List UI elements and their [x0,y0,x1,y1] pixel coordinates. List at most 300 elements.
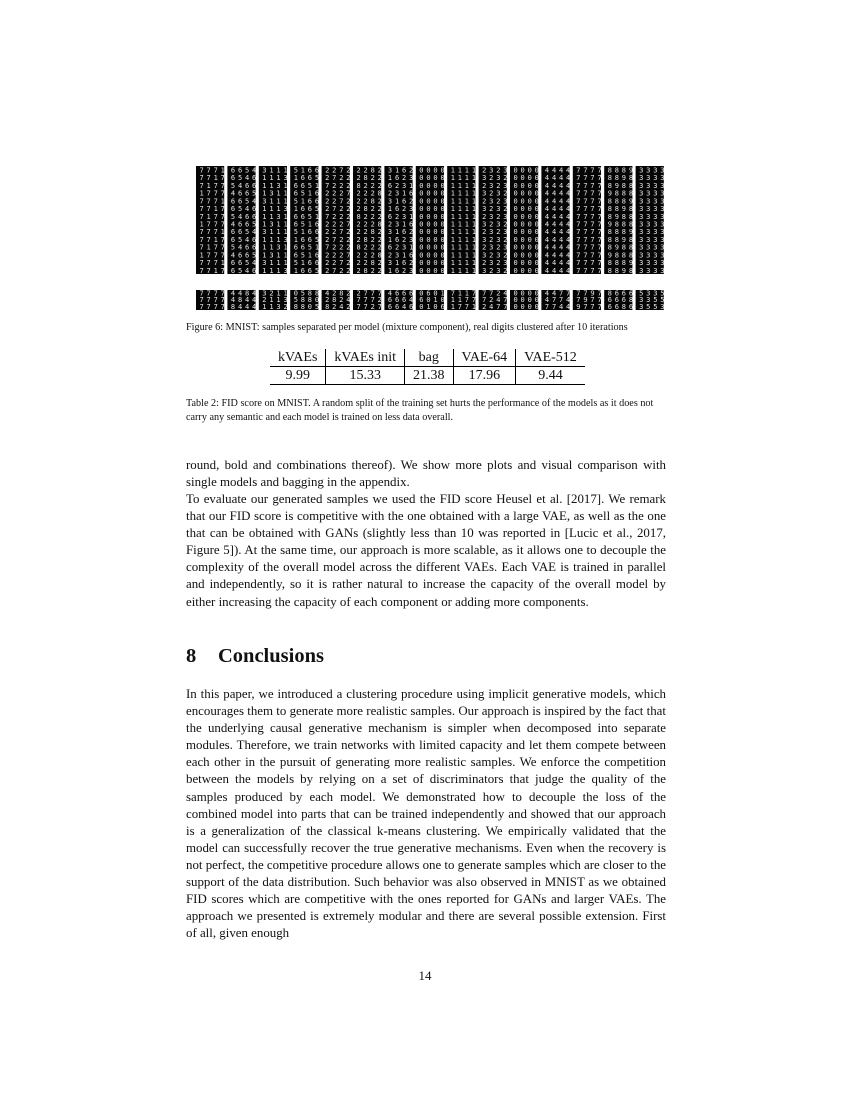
real-digits-column-8 [416,289,445,310]
svg-text:1: 1 [464,235,470,244]
svg-text:7: 7 [206,166,211,175]
svg-text:8: 8 [621,243,627,252]
svg-text:0: 0 [527,197,532,206]
svg-text:5: 5 [237,205,243,214]
svg-text:2: 2 [503,251,508,260]
svg-text:3: 3 [639,205,644,214]
svg-text:4: 4 [566,205,571,214]
svg-text:1: 1 [269,235,274,244]
svg-text:7: 7 [576,235,581,244]
svg-text:2: 2 [503,205,508,214]
sample-column-1 [196,166,225,275]
svg-text:8: 8 [614,235,619,244]
svg-text:2: 2 [394,243,400,252]
svg-text:7: 7 [363,289,368,298]
svg-text:0: 0 [527,189,532,198]
svg-text:1: 1 [283,212,288,221]
svg-text:2: 2 [489,220,494,229]
svg-text:4: 4 [551,228,557,237]
svg-text:7: 7 [213,289,218,298]
svg-text:7: 7 [471,296,477,305]
real-digits-column-15 [636,289,665,310]
svg-text:5: 5 [300,251,305,260]
svg-text:2: 2 [363,228,368,237]
svg-text:0: 0 [527,220,532,229]
svg-text:1: 1 [464,220,470,229]
svg-text:1: 1 [213,205,218,214]
svg-text:4: 4 [544,296,550,305]
svg-text:0: 0 [520,181,525,190]
svg-text:3: 3 [660,174,665,183]
svg-text:6: 6 [252,212,257,221]
svg-text:3: 3 [653,243,658,252]
svg-text:7: 7 [199,259,204,268]
svg-text:7: 7 [597,212,602,221]
svg-text:0: 0 [426,220,431,229]
svg-text:3: 3 [653,181,658,190]
svg-text:0: 0 [527,302,532,310]
svg-text:0: 0 [527,289,532,298]
svg-text:7: 7 [206,251,211,260]
svg-text:7: 7 [590,235,595,244]
svg-text:6: 6 [245,220,250,229]
table-header-kvaes-init: kVAEs init [326,349,405,367]
svg-text:1: 1 [220,197,225,206]
svg-text:3: 3 [660,266,665,275]
svg-text:1: 1 [262,302,267,310]
svg-text:7: 7 [199,197,204,206]
svg-text:3: 3 [660,220,665,229]
svg-text:7: 7 [332,174,337,183]
svg-text:4: 4 [559,228,564,237]
svg-text:7: 7 [590,266,595,275]
svg-text:0: 0 [426,212,431,221]
svg-text:8: 8 [363,235,368,244]
svg-text:4: 4 [551,205,557,214]
svg-text:4: 4 [252,166,257,175]
svg-text:2: 2 [346,197,351,206]
svg-text:3: 3 [653,205,658,214]
svg-text:6: 6 [409,220,414,229]
svg-text:1: 1 [387,205,393,214]
svg-text:8: 8 [377,220,382,229]
svg-text:2: 2 [377,228,382,237]
svg-text:3: 3 [653,289,658,298]
svg-text:4: 4 [544,212,550,221]
svg-text:6: 6 [245,181,250,190]
svg-text:3: 3 [639,174,644,183]
svg-text:7: 7 [220,181,225,190]
svg-text:0: 0 [426,189,431,198]
svg-text:5: 5 [237,174,243,183]
svg-text:3: 3 [660,212,665,221]
svg-text:3: 3 [646,251,651,260]
svg-text:7: 7 [464,296,470,305]
svg-text:8: 8 [614,174,619,183]
svg-text:1: 1 [471,181,477,190]
svg-text:8: 8 [325,302,330,310]
svg-text:0: 0 [440,181,445,190]
svg-text:7: 7 [370,289,375,298]
svg-text:3: 3 [660,251,665,260]
svg-text:3: 3 [496,220,501,229]
svg-text:6: 6 [419,296,424,305]
svg-text:3: 3 [660,205,665,214]
svg-text:3: 3 [639,235,644,244]
svg-text:4: 4 [566,243,571,252]
svg-text:2: 2 [496,197,501,206]
svg-text:3: 3 [503,212,508,221]
svg-text:6: 6 [621,296,627,305]
svg-text:1: 1 [314,243,320,252]
svg-text:1: 1 [314,181,320,190]
svg-text:2: 2 [339,174,344,183]
svg-text:0: 0 [440,174,445,183]
svg-text:4: 4 [544,174,550,183]
svg-text:1: 1 [262,266,267,275]
svg-text:1: 1 [464,174,470,183]
svg-text:0: 0 [419,302,424,310]
svg-text:0: 0 [426,181,431,190]
body-paragraph-fid: To evaluate our generated samples we used the FID score Heusel et al. [2017]. We remark that our FID score is competitive with the one obtained with a large VAE, as well as the one that can be obtained with GANs (slightly less than 10 was reported in [Lucic et al., 2017, Figure 5]). At the same time, our approach is more scalable, as it allows one to decouple the complexity of the overall model across the different VAEs. Each VAE is trained in parallel and independently, so it is rather natural to increase the capacity of the overall model by either increasing the capacity of each component or adding more components. [186,492,666,609]
svg-text:7: 7 [199,181,204,190]
svg-text:7: 7 [199,205,204,214]
svg-text:7: 7 [332,205,337,214]
table-cell-kvaes-init: 15.33 [326,367,405,385]
svg-text:0: 0 [513,174,518,183]
svg-text:0: 0 [520,251,525,260]
svg-text:7: 7 [199,212,204,221]
svg-text:7: 7 [325,212,330,221]
svg-text:0: 0 [419,235,424,244]
svg-text:8: 8 [314,289,320,298]
sample-column-15 [636,166,665,275]
svg-text:1: 1 [450,212,455,221]
table-cell-bag: 21.38 [405,367,454,385]
svg-text:2: 2 [489,205,494,214]
svg-text:1: 1 [262,243,267,252]
svg-text:3: 3 [653,251,658,260]
svg-text:7: 7 [597,166,602,175]
svg-text:6: 6 [307,174,313,183]
svg-text:2: 2 [325,220,330,229]
svg-text:6: 6 [300,243,305,252]
svg-text:7: 7 [597,266,602,275]
svg-text:0: 0 [426,166,431,175]
svg-text:5: 5 [293,228,298,237]
svg-text:7: 7 [583,243,588,252]
svg-text:5: 5 [245,228,250,237]
svg-text:7: 7 [377,302,382,310]
svg-text:0: 0 [534,259,539,268]
svg-text:0: 0 [433,212,438,221]
svg-text:8: 8 [377,251,382,260]
svg-text:2: 2 [482,228,487,237]
svg-text:1: 1 [213,266,218,275]
svg-text:7: 7 [583,259,588,268]
svg-text:4: 4 [245,174,250,183]
svg-text:2: 2 [346,228,351,237]
svg-text:0: 0 [520,189,525,198]
svg-text:2: 2 [370,205,375,214]
svg-text:4: 4 [566,174,571,183]
svg-text:1: 1 [276,259,281,268]
svg-text:2: 2 [409,166,414,175]
svg-text:7: 7 [503,302,508,310]
svg-text:1: 1 [450,220,455,229]
svg-text:1: 1 [457,296,462,305]
svg-text:3: 3 [653,266,658,275]
svg-text:3: 3 [262,197,267,206]
svg-text:4: 4 [551,266,557,275]
svg-text:2: 2 [363,259,368,268]
svg-text:8: 8 [628,220,634,229]
svg-text:4: 4 [566,197,571,206]
svg-text:1: 1 [450,166,455,175]
svg-text:8: 8 [621,220,627,229]
svg-text:1: 1 [269,205,274,214]
svg-text:1: 1 [269,243,274,252]
svg-text:0: 0 [419,166,424,175]
svg-text:4: 4 [559,181,564,190]
svg-text:0: 0 [520,302,525,310]
svg-text:8: 8 [628,266,634,275]
svg-text:2: 2 [339,235,344,244]
svg-text:8: 8 [621,302,627,310]
svg-text:1: 1 [471,197,477,206]
svg-text:7: 7 [213,220,218,229]
svg-text:6: 6 [293,189,298,198]
real-digits-column-4 [290,289,319,310]
svg-text:0: 0 [440,212,445,221]
svg-text:3: 3 [489,243,494,252]
svg-text:8: 8 [607,181,612,190]
svg-text:0: 0 [433,243,438,252]
table-header-vae-64: VAE-64 [453,349,516,367]
svg-text:6: 6 [252,235,257,244]
svg-text:4: 4 [245,266,250,275]
svg-text:8: 8 [621,197,627,206]
svg-text:3: 3 [660,259,665,268]
svg-text:1: 1 [293,174,298,183]
svg-text:9: 9 [628,197,634,206]
svg-text:6: 6 [293,251,298,260]
svg-text:7: 7 [551,302,557,310]
svg-text:3: 3 [276,243,281,252]
svg-text:2: 2 [346,212,351,221]
svg-text:0: 0 [513,205,518,214]
svg-text:4: 4 [252,228,257,237]
svg-text:3: 3 [660,235,665,244]
svg-text:8: 8 [607,197,612,206]
svg-text:7: 7 [450,289,455,298]
real-digits-column-7 [384,289,413,310]
svg-text:3: 3 [639,166,644,175]
svg-text:1: 1 [471,235,477,244]
svg-text:1: 1 [471,228,477,237]
svg-text:5: 5 [293,296,298,305]
svg-text:4: 4 [566,220,571,229]
svg-text:2: 2 [363,197,368,206]
svg-text:0: 0 [433,197,438,206]
svg-text:0: 0 [527,235,532,244]
svg-text:8: 8 [621,181,627,190]
svg-text:1: 1 [293,266,298,275]
svg-text:7: 7 [206,289,211,298]
svg-text:3: 3 [660,197,665,206]
svg-text:0: 0 [513,189,518,198]
svg-text:6: 6 [293,181,298,190]
svg-text:1: 1 [206,243,211,252]
svg-text:1: 1 [426,302,431,310]
svg-text:1: 1 [450,174,455,183]
svg-text:1: 1 [457,189,462,198]
svg-text:2: 2 [370,302,375,310]
svg-text:0: 0 [440,205,445,214]
svg-text:0: 0 [419,251,424,260]
svg-text:1: 1 [464,251,470,260]
svg-text:7: 7 [576,266,581,275]
svg-text:1: 1 [276,289,281,298]
svg-text:2: 2 [283,302,288,310]
svg-text:3: 3 [387,197,393,206]
svg-text:5: 5 [245,197,250,206]
svg-text:7: 7 [206,302,211,310]
svg-text:5: 5 [293,197,298,206]
svg-text:2: 2 [356,228,361,237]
svg-text:3: 3 [387,259,393,268]
svg-text:8: 8 [628,251,634,260]
svg-text:3: 3 [276,302,281,310]
svg-text:1: 1 [199,251,204,260]
svg-text:1: 1 [276,296,281,305]
svg-text:7: 7 [597,259,602,268]
svg-text:7: 7 [199,243,204,252]
svg-text:2: 2 [489,174,494,183]
svg-text:7: 7 [597,181,602,190]
svg-text:7: 7 [199,266,204,275]
svg-text:7: 7 [339,197,344,206]
svg-text:8: 8 [607,174,612,183]
svg-text:4: 4 [237,302,243,310]
svg-text:4: 4 [230,296,236,305]
svg-text:1: 1 [276,251,281,260]
svg-text:7: 7 [339,166,344,175]
svg-text:0: 0 [520,220,525,229]
svg-text:7: 7 [332,235,337,244]
svg-text:6: 6 [252,205,257,214]
svg-text:7: 7 [213,212,218,221]
svg-text:1: 1 [409,212,414,221]
svg-text:6: 6 [621,289,627,298]
svg-text:1: 1 [450,181,455,190]
svg-text:9: 9 [614,181,619,190]
svg-text:2: 2 [356,289,361,298]
svg-text:1: 1 [276,235,281,244]
svg-text:5: 5 [230,212,236,221]
svg-text:0: 0 [534,205,539,214]
svg-text:1: 1 [471,220,477,229]
svg-text:8: 8 [628,189,634,198]
svg-text:4: 4 [566,296,571,305]
svg-text:7: 7 [206,220,211,229]
svg-text:3: 3 [653,220,658,229]
svg-text:1: 1 [276,205,281,214]
svg-text:4: 4 [551,243,557,252]
svg-text:1: 1 [464,212,470,221]
svg-text:6: 6 [314,259,320,268]
svg-text:7: 7 [503,296,508,305]
svg-text:2: 2 [346,174,351,183]
svg-text:6: 6 [402,259,407,268]
svg-text:2: 2 [363,181,368,190]
svg-text:4: 4 [544,205,550,214]
svg-text:1: 1 [409,243,414,252]
svg-text:5: 5 [293,259,298,268]
svg-text:3: 3 [482,205,487,214]
svg-text:7: 7 [583,220,588,229]
svg-text:1: 1 [269,174,274,183]
svg-text:0: 0 [534,289,539,298]
svg-text:2: 2 [339,266,344,275]
svg-text:2: 2 [482,302,487,310]
svg-text:2: 2 [346,243,351,252]
svg-text:2: 2 [346,302,351,310]
svg-text:0: 0 [433,166,438,175]
svg-text:0: 0 [426,197,431,206]
svg-text:7: 7 [489,289,494,298]
svg-text:0: 0 [440,259,445,268]
table-cell-vae-64: 17.96 [453,367,516,385]
svg-text:2: 2 [496,289,501,298]
svg-text:2: 2 [489,189,494,198]
svg-text:7: 7 [583,235,588,244]
svg-text:0: 0 [534,243,539,252]
svg-text:2: 2 [339,251,344,260]
svg-text:3: 3 [660,243,665,252]
svg-text:2: 2 [394,212,400,221]
svg-text:6: 6 [307,205,313,214]
svg-text:3: 3 [283,296,288,305]
svg-text:4: 4 [551,166,557,175]
svg-text:3: 3 [653,174,658,183]
svg-text:2: 2 [496,181,501,190]
svg-text:7: 7 [206,296,211,305]
svg-text:6: 6 [245,243,250,252]
svg-text:1: 1 [464,189,470,198]
svg-text:6: 6 [230,174,236,183]
svg-text:7: 7 [583,197,588,206]
svg-text:2: 2 [377,296,382,305]
svg-text:3: 3 [482,251,487,260]
svg-text:4: 4 [245,205,250,214]
svg-text:7: 7 [220,266,225,275]
svg-text:8: 8 [628,296,634,305]
svg-text:2: 2 [503,174,508,183]
svg-text:1: 1 [471,212,477,221]
section-number: 8 [186,645,197,667]
svg-text:6: 6 [230,228,236,237]
svg-text:3: 3 [653,228,658,237]
svg-text:3: 3 [639,228,644,237]
svg-text:7: 7 [544,302,550,310]
svg-text:2: 2 [346,181,351,190]
svg-text:8: 8 [607,235,612,244]
svg-text:3: 3 [639,212,644,221]
svg-text:7: 7 [346,251,351,260]
svg-text:0: 0 [513,166,518,175]
svg-text:6: 6 [307,259,313,268]
